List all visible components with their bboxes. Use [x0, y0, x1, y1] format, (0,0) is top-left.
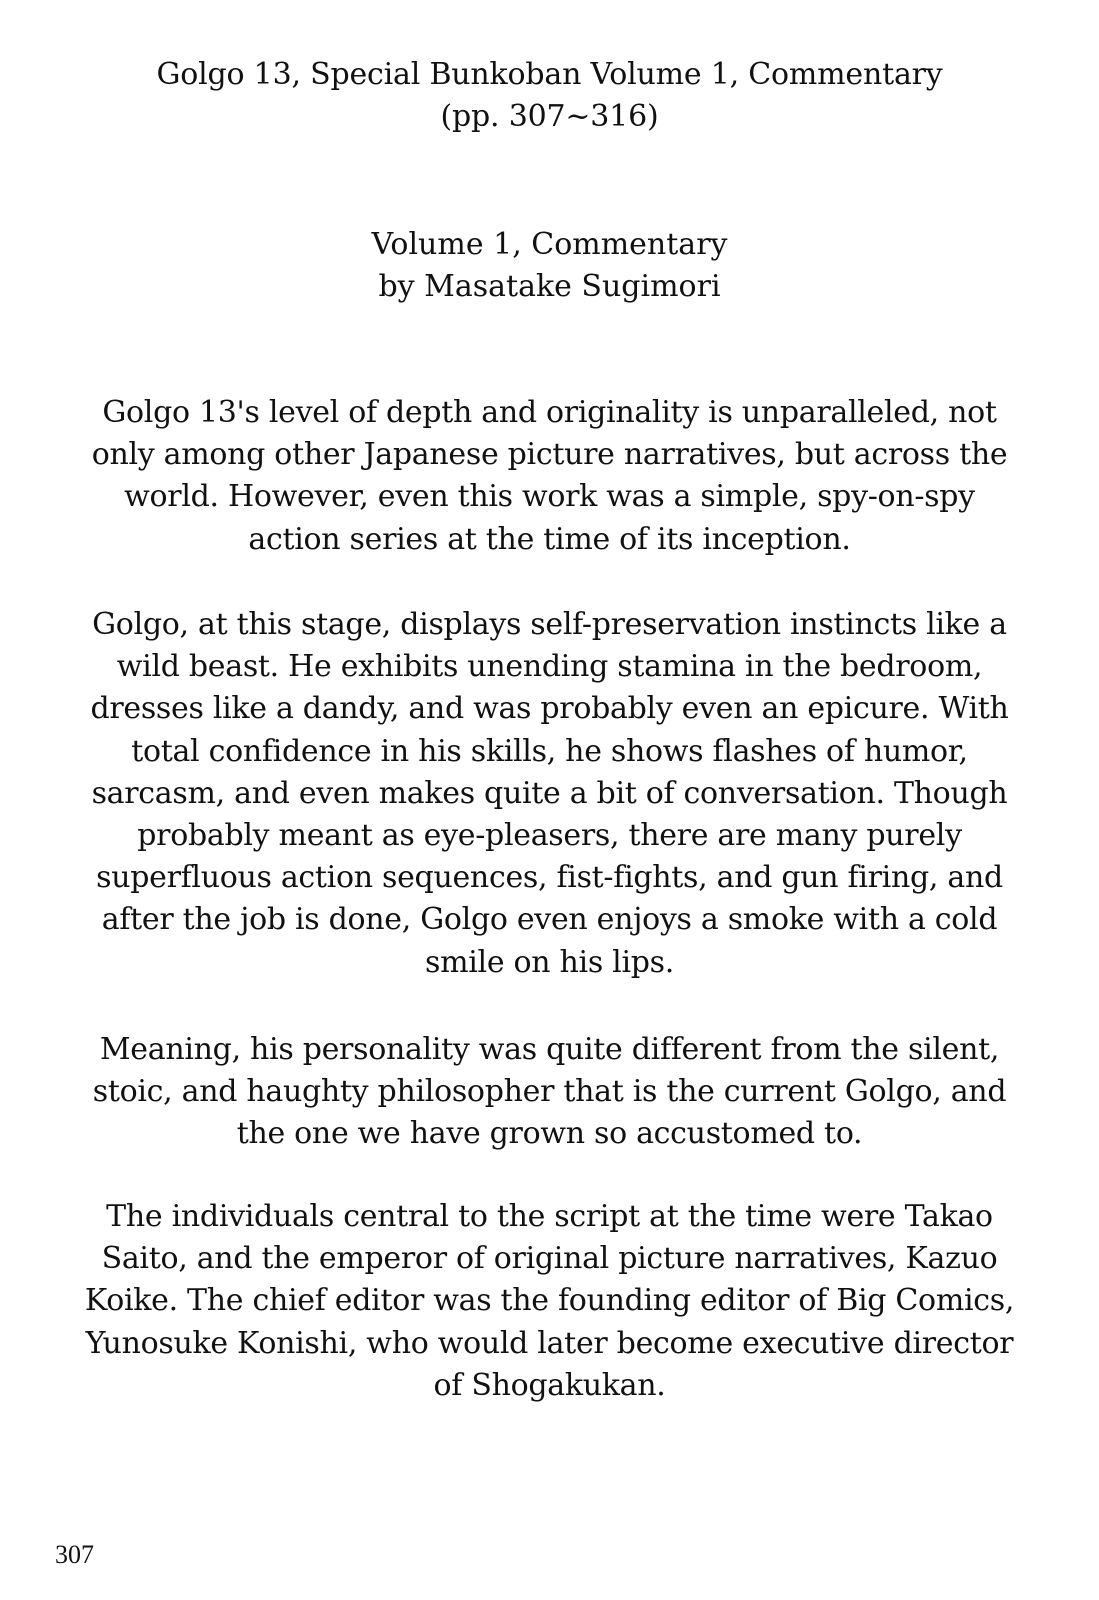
text-line: dresses like a dandy, and was probably even an epicure. With	[90, 691, 1009, 727]
text-line: world. However, even this work was a simple, spy-on-spy	[124, 479, 975, 515]
title-line: Golgo 13, Special Bunkoban Volume 1, Commentary	[156, 57, 943, 92]
text-line: sarcasm, and even makes quite a bit of conversation. Though	[91, 775, 1008, 811]
paragraph-1	[0, 392, 1099, 561]
text-line: smile on his lips.	[424, 944, 674, 980]
heading-line: Volume 1, Commentary	[371, 227, 728, 262]
page-range: (pp. 307~316)	[440, 99, 659, 134]
author-byline: by Masatake Sugimori	[378, 269, 721, 304]
text-line: the one we have grown so accustomed to.	[236, 1116, 863, 1152]
text-line: stoic, and haughty philosopher that is the current Golgo, and	[92, 1074, 1007, 1110]
text-line: The individuals central to the script at the time were Takao	[106, 1199, 993, 1234]
text-line: Koike. The chief editor was the founding editor of Big Comics,	[84, 1283, 1015, 1319]
commentary-heading	[0, 224, 1099, 308]
paragraph-4	[0, 1196, 1099, 1407]
document-title	[0, 54, 1099, 138]
text-line: after the job is done, Golgo even enjoys a smoke with a cold	[101, 902, 998, 938]
text-line: of Shogakukan.	[433, 1367, 666, 1403]
text-line: only among other Japanese picture narratives, but across the	[91, 437, 1008, 473]
paragraph-2	[0, 604, 1099, 984]
text-line: action series at the time of its inception.	[248, 521, 851, 557]
text-line: Golgo 13's level of depth and originality is unparalleled, not	[102, 395, 997, 430]
text-line: wild beast. He exhibits unending stamina in the bedroom,	[116, 649, 983, 685]
text-line: total confidence in his skills, he shows flashes of humor,	[131, 733, 968, 769]
paragraph-3	[0, 1029, 1099, 1156]
text-line: probably meant as eye-pleasers, there are many purely	[137, 818, 962, 854]
text-line: superfluous action sequences, fist-fights, and gun firing, and	[96, 860, 1003, 896]
text-line: Golgo, at this stage, displays self-preservation instincts like a	[92, 607, 1007, 642]
text-line: Yunosuke Konishi, who would later become executive director	[85, 1325, 1014, 1361]
text-line: Meaning, his personality was quite different from the silent,	[99, 1032, 1000, 1067]
text-line: Saito, and the emperor of original picture narratives, Kazuo	[101, 1241, 998, 1277]
page-number: 307	[55, 1540, 94, 1569]
